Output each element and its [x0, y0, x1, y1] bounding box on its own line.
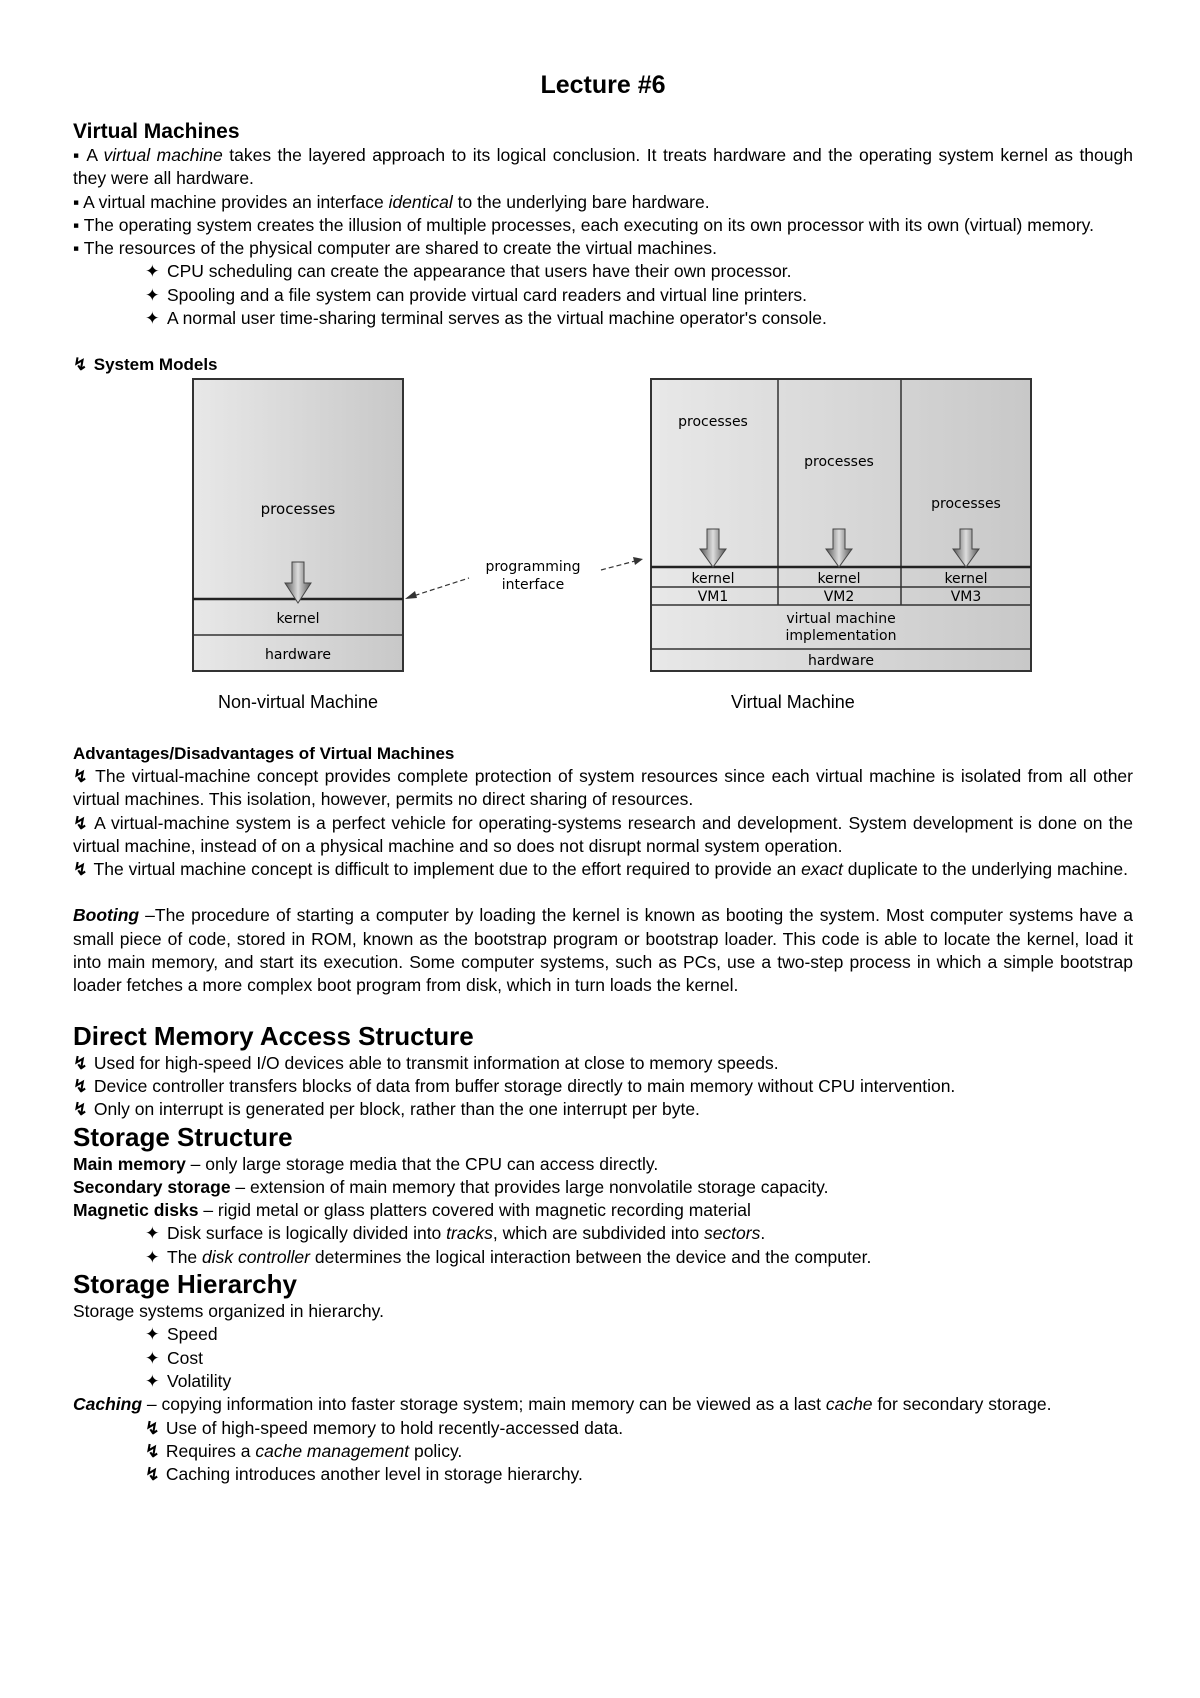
storage-sub-2: ✦ The disk controller determines the logical interaction between the device and the computer. [73, 1246, 1133, 1269]
four-point-star-icon: ✦ [145, 1347, 160, 1368]
dma-item-2: ↯ Device controller transfers blocks of data from buffer storage directly to main memory without CPU intervention. [73, 1075, 1133, 1098]
document-content [73, 70, 1133, 1486]
storage-sub-1: ✦ Disk surface is logically divided into tracks, which are subdivided into sectors. [73, 1222, 1133, 1245]
hierarchy-heading: Storage Hierarchy [73, 1269, 297, 1300]
vm-bullet-2: ▪ A virtual machine provides an interface identical to the underlying bare hardware. [73, 191, 710, 212]
hierarchy-intro: Storage systems organized in hierarchy. [73, 1301, 384, 1322]
system-models-heading: ↯ System Models [73, 353, 1133, 376]
secondary-storage-line: Secondary storage – extension of main memory that provides large nonvolatile storage capacity. [73, 1176, 829, 1197]
lightning-arrow-icon: ↯ [73, 1052, 88, 1073]
four-point-star-icon: ✦ [145, 1324, 160, 1345]
hierarchy-item-cost: ✦ Cost [73, 1347, 1133, 1370]
vm-sub-1: ✦ CPU scheduling can create the appearance that users have their own processor. [73, 260, 1133, 283]
lightning-arrow-icon: ↯ [145, 1440, 160, 1461]
lightning-arrow-icon: ↯ [73, 1099, 88, 1120]
booting-paragraph: Booting –The procedure of starting a computer by loading the kernel is known as booting the system. Most computer systems have a small piece of code, stored in ROM, known as the bootstrap program or bootstrap loader. This code is able to locate the kernel, load it into main memory, and start its execution. Some computer systems, such as PCs, use a two-step process in which a simple bootstrap loader fetches a more complex boot program from disk, which in turn loads the kernel. [73, 905, 1133, 996]
booting-term: Booting [73, 905, 140, 926]
virtual-machine [651, 379, 1031, 671]
square-bullet-icon: ▪ [73, 145, 87, 165]
vm1-kernel-label: kernel [691, 570, 735, 587]
vm-sub-2: ✦ Spooling and a file system can provide virtual card readers and virtual line printers. [73, 284, 1133, 307]
four-point-star-icon: ✦ [145, 284, 160, 305]
lightning-arrow-icon: ↯ [73, 1075, 88, 1096]
vm3-label: VM3 [950, 588, 982, 605]
interface-label-2: interface [501, 576, 565, 593]
lightning-arrow-icon: ↯ [145, 1464, 160, 1485]
interface-label-1: programming [485, 558, 581, 575]
vm3-processes-label: processes [931, 495, 1001, 512]
system-models-figure [73, 377, 1133, 742]
left-kernel-label: kernel [276, 610, 320, 627]
non-virtual-caption: Non-virtual Machine [218, 691, 379, 712]
lightning-arrow-icon: ↯ [73, 765, 88, 786]
vm1-label: VM1 [697, 588, 729, 605]
page-title: Lecture #6 [540, 71, 666, 99]
left-hardware-label: hardware [265, 646, 331, 663]
right-hardware-label: hardware [808, 652, 874, 669]
advantage-3: ↯ The virtual machine concept is difficult to implement due to the effort required to provide an exact duplicate to the underlying machine. [73, 858, 1133, 881]
lightning-arrow-icon: ↯ [145, 1417, 160, 1438]
dma-heading: Direct Memory Access Structure [73, 1020, 474, 1051]
impl-label-1: virtual machine [786, 610, 896, 627]
dma-item-3: ↯ Only on interrupt is generated per block, rather than the one interrupt per byte. [73, 1098, 1133, 1121]
four-point-star-icon: ✦ [145, 1223, 160, 1244]
system-models-diagram [73, 377, 1133, 687]
square-bullet-icon: ▪ [73, 238, 84, 259]
main-memory-line: Main memory – only large storage media that the CPU can access directly. [73, 1153, 659, 1174]
vm-bullet-4: ▪ The resources of the physical computer are shared to create the virtual machines. [73, 238, 717, 259]
vm2-label: VM2 [823, 588, 855, 605]
vm-heading: Virtual Machines [73, 120, 240, 143]
advantage-1: ↯ The virtual-machine concept provides complete protection of system resources since each virtual machine is isolated from all other virtual machines. This isolation, however, permits no direct sharing of resources. [73, 765, 1133, 810]
four-point-star-icon: ✦ [145, 308, 160, 329]
vm2-kernel-label: kernel [817, 570, 861, 587]
caching-item-1: ↯ Use of high-speed memory to hold recently-accessed data. [73, 1417, 1133, 1440]
vm-bullet-1: ▪ A virtual machine takes the layered approach to its logical conclusion. It treats hardware and the operating system kernel as though they were all hardware. [73, 145, 1133, 189]
caching-item-3: ↯ Caching introduces another level in storage hierarchy. [73, 1463, 1133, 1486]
advantage-2: ↯ A virtual-machine system is a perfect vehicle for operating-systems research and development. System development is done on the virtual machine, instead of on a physical machine and so does not disrupt normal system operation. [73, 812, 1133, 856]
hierarchy-item-speed: ✦ Speed [73, 1323, 1133, 1346]
four-point-star-icon: ✦ [145, 261, 160, 282]
four-point-star-icon: ✦ [145, 1370, 160, 1391]
dma-item-1: ↯ Used for high-speed I/O devices able to transmit information at close to memory speeds. [73, 1052, 1133, 1075]
impl-label-2: implementation [785, 627, 897, 644]
four-point-star-icon: ✦ [145, 1246, 160, 1267]
caching-item-2: ↯ Requires a cache management policy. [73, 1440, 1133, 1463]
left-processes-label: processes [260, 499, 336, 518]
caching-paragraph: Caching – copying information into faster storage system; main memory can be viewed as a last cache for secondary storage. [73, 1394, 1052, 1415]
vm-bullet-3: ▪ The operating system creates the illusion of multiple processes, each executing on its own processor with its own (virtual) memory. [73, 214, 1094, 235]
square-bullet-icon: ▪ [73, 191, 84, 212]
storage-heading: Storage Structure [73, 1121, 293, 1152]
non-virtual-machine [193, 379, 403, 671]
vm-sub-3: ✦ A normal user time-sharing terminal serves as the virtual machine operator's console. [73, 307, 1133, 330]
vm1-processes-label: processes [678, 413, 748, 430]
lightning-arrow-icon: ↯ [73, 355, 88, 375]
magnetic-disks-line: Magnetic disks – rigid metal or glass platters covered with magnetic recording material [73, 1200, 751, 1221]
advantages-heading: Advantages/Disadvantages of Virtual Machines [73, 743, 455, 763]
vm3-kernel-label: kernel [944, 570, 988, 587]
lightning-arrow-icon: ↯ [73, 812, 88, 833]
lightning-arrow-icon: ↯ [73, 859, 88, 880]
vm2-processes-label: processes [804, 453, 874, 470]
hierarchy-item-volatility: ✦ Volatility [73, 1370, 1133, 1393]
virtual-caption: Virtual Machine [731, 691, 855, 712]
programming-interface [405, 557, 643, 599]
square-bullet-icon: ▪ [73, 214, 84, 235]
